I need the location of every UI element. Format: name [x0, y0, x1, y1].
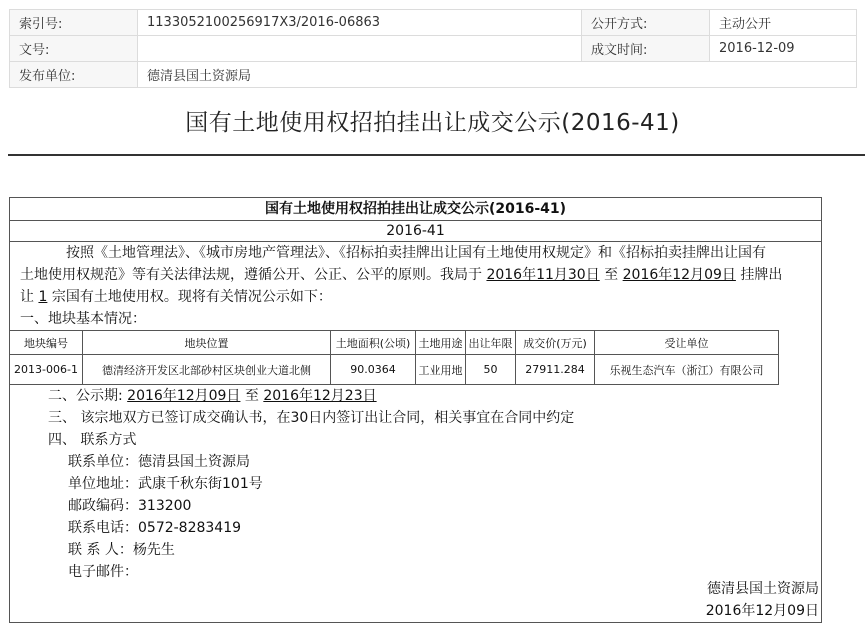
- intro-start-date: 2016年11月30日: [486, 267, 600, 283]
- disclosure-value: 主动公开: [710, 10, 857, 36]
- col-header-use: 土地用途: [416, 331, 466, 355]
- publisher-value: 德清县国土资源局: [138, 62, 857, 88]
- publisher-label: 发布单位:: [10, 62, 138, 88]
- cell-term: 50: [466, 355, 516, 385]
- table-row: [10, 355, 779, 385]
- section-1-heading: 一、地块基本情况：: [20, 311, 146, 327]
- intro-to: 至: [599, 267, 623, 283]
- date-label: 成文时间:: [582, 36, 710, 62]
- meta-row-index: [10, 10, 857, 36]
- title-divider: [8, 154, 865, 156]
- parcel-table: [9, 330, 779, 385]
- section-4-heading: 四、 联系方式: [48, 432, 137, 448]
- intro-paragraph: [10, 242, 821, 308]
- cell-location: 德清经济开发区北部砂村区块创业大道北侧: [83, 355, 331, 385]
- publicity-start-date: 2016年12月09日: [127, 388, 241, 404]
- parcel-count: 1: [38, 289, 48, 305]
- intro-line-1: 按照《土地管理法》、《城市房地产管理法》、《招标拍卖挂牌出让国有土地使用权规定》和《招标拍卖挂牌出让国有: [66, 245, 766, 261]
- section-2-publicity-period: [10, 385, 821, 407]
- col-header-parcel-id: 地块编号: [10, 331, 83, 355]
- contact-phone: 联系电话：0572-8283419: [68, 520, 242, 536]
- intro-line-3-head: 让: [20, 289, 39, 305]
- col-header-term: 出让年限: [466, 331, 516, 355]
- notice-box: [9, 197, 822, 623]
- contact-address: 单位地址：武康千秋东街101号: [68, 476, 263, 492]
- section-3-contract: 三、 该宗地双方已签订成交确认书，在30日内签订出让合同，相关事宜在合同中约定: [48, 410, 575, 426]
- publicity-to: 至: [240, 388, 264, 404]
- cell-use: 工业用地: [416, 355, 466, 385]
- docno-value: [138, 36, 582, 62]
- cell-area: 90.0364: [331, 355, 416, 385]
- meta-row-docno: [10, 36, 857, 62]
- signature-org: 德清县国土资源局: [707, 581, 819, 597]
- contact-unit: 联系单位：德清县国土资源局: [68, 454, 250, 470]
- publicity-label: 二、公示期:: [48, 388, 128, 404]
- contact-person: 联 系 人：杨先生: [68, 542, 175, 558]
- docno-label: 文号:: [10, 36, 138, 62]
- contact-block: [10, 451, 821, 583]
- document-meta-table: [9, 9, 857, 88]
- intro-line-2: 土地使用权规范》等有关法律法规，遵循公开、公正、公平的原则。我局于: [20, 267, 487, 283]
- cell-parcel-id: 2013-006-1: [10, 355, 83, 385]
- cell-price: 27911.284: [516, 355, 595, 385]
- parcel-table-header: [10, 331, 779, 355]
- col-header-buyer: 受让单位: [595, 331, 779, 355]
- col-header-area: 土地面积(公顷): [331, 331, 416, 355]
- intro-line-3: 宗国有土地使用权。现将有关情况公示如下：: [47, 289, 332, 305]
- meta-row-publisher: [10, 62, 857, 88]
- disclosure-label: 公开方式:: [582, 10, 710, 36]
- cell-buyer: 乐视生态汽车（浙江）有限公司: [595, 355, 779, 385]
- index-value: 1133052100256917X3/2016-06863: [138, 10, 582, 36]
- notice-title: 国有土地使用权招拍挂出让成交公示(2016-41): [10, 198, 821, 221]
- col-header-price: 成交价(万元): [516, 331, 595, 355]
- contact-postcode: 邮政编码：313200: [68, 498, 192, 514]
- contact-email: 电子邮件：: [68, 564, 138, 580]
- intro-end-date: 2016年12月09日: [622, 267, 736, 283]
- page-title: 国有土地使用权招拍挂出让成交公示(2016-41): [185, 110, 680, 136]
- publicity-end-date: 2016年12月23日: [263, 388, 377, 404]
- date-value: 2016-12-09: [710, 36, 857, 62]
- signature-date: 2016年12月09日: [705, 603, 819, 619]
- notice-number: 2016-41: [10, 221, 821, 242]
- intro-line-2-tail: 挂牌出: [735, 267, 783, 283]
- index-label: 索引号:: [10, 10, 138, 36]
- col-header-location: 地块位置: [83, 331, 331, 355]
